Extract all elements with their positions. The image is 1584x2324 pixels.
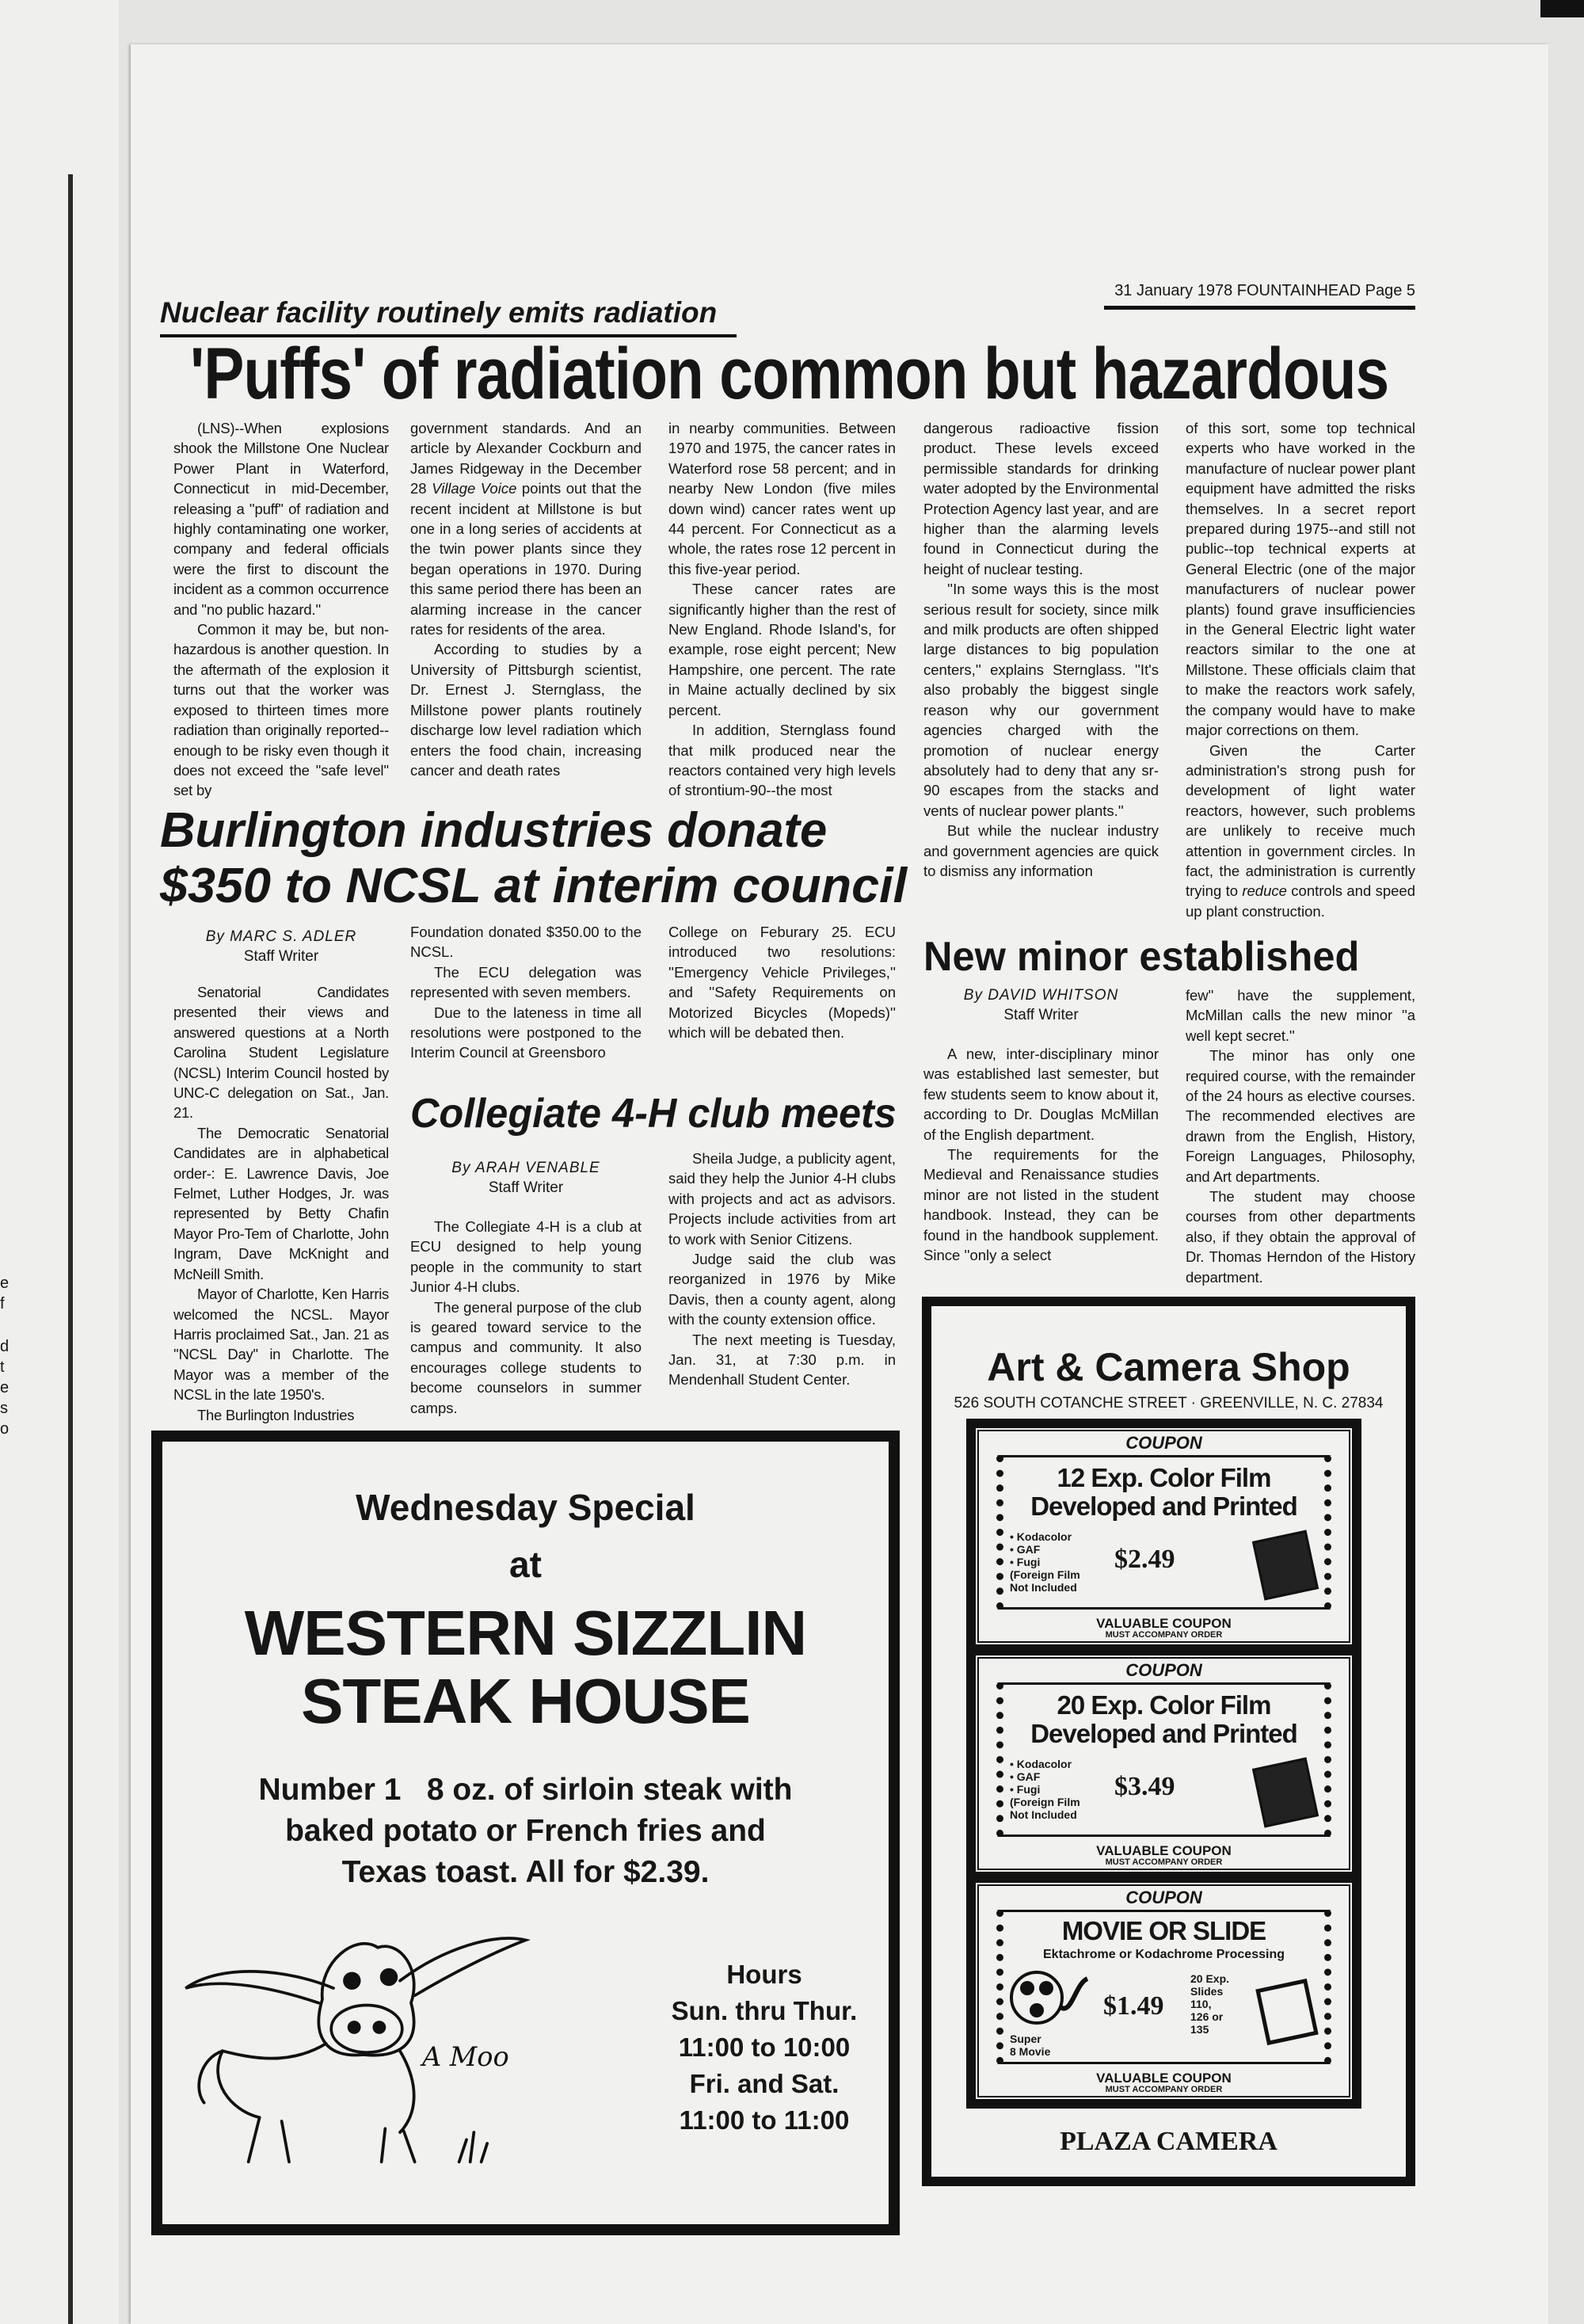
film-reel-icon [1008, 1968, 1095, 2031]
film-item: • Fugi [1010, 1783, 1041, 1796]
coupon-footer [979, 1617, 1349, 1641]
label-line: 8 Movie [1010, 2045, 1051, 2058]
byline-author: By ARAH VENABLE [451, 1160, 600, 1176]
text: Given the Carter administration's strong push for development of light water reactors, however, such problems are unlikely to receive much attention in government circles. In fact, the administration is currently trying to [1186, 741, 1415, 900]
paragraph: Judge said the club was reorganized in 1976 by Mike Davis, then a county agent, along with the county extension office. [668, 1251, 896, 1328]
film-item: • GAF [1010, 1543, 1041, 1556]
paragraph: in nearby communities. Between 1970 and 1975, the cancer rates in Waterford rose 58 percent; and in nearby New London (five miles down wind) cancer rates went up 44 percent. For Connecticut as a whole, the rates rose 12 percent in this five-year period. [668, 420, 896, 577]
coupon-movie-slide[interactable] [974, 1881, 1354, 2101]
article-column [410, 922, 642, 1085]
coupon-20-exp[interactable] [974, 1654, 1354, 1873]
paragraph: The requirements for the Medieval and Renaissance studies minor are not listed in the student handbook. Instead, they can be found in the handbook supplement. Since ''only a select [923, 1146, 1159, 1264]
headline-text: Collegiate 4-H club meets [410, 1091, 897, 1137]
coupon-footer [979, 2072, 1349, 2096]
cow-horn-right [400, 1938, 526, 1995]
cow-illustration [178, 1909, 622, 2178]
footer-line: VALUABLE COUPON [1096, 1843, 1232, 1858]
movie-label [1010, 2033, 1050, 2058]
byline-role: Staff Writer [1003, 1007, 1079, 1023]
coupon-title: MOVIE OR SLIDE [1061, 1916, 1266, 1945]
article-column [923, 418, 1159, 930]
store-name: PLAZA CAMERA [1060, 2127, 1277, 2156]
byline [173, 927, 389, 966]
coupon-subtitle: Ektachrome or Kodachrome Processing [1043, 1948, 1285, 1961]
previous-page-fragment [0, 0, 119, 2324]
hours-block [638, 1956, 891, 2139]
paragraph: The Democratic Senatorial Candidates are in alphabetical order-: E. Lawrence Davis, Joe Felmet, Luther Hodges, Jr. was represented by Betty Chafin Mayor Pro-Tem of Charlotte, John Ingram, Dave McKnight and McNeill Smith. [173, 1124, 389, 1282]
label-line: 110, [1190, 1998, 1212, 2010]
paragraph: The general purpose of the club is geared toward service to the campus and community. It also encourages college students to become counselors in summer camps. [410, 1298, 642, 1416]
article-column [1186, 985, 1415, 1291]
byline-author: By MARC S. ADLER [205, 928, 357, 945]
byline-role: Staff Writer [488, 1179, 564, 1196]
offer-line: Texas toast. All for $2.39. [341, 1855, 710, 1889]
restaurant-name: STEAK HOUSE [301, 1666, 750, 1736]
fragment-letter: t [0, 1358, 5, 1376]
paragraph: Common it may be, but non-hazardous is another question. In the aftermath of the explosion it turns out that the worker was exposed to thirteen times more radiation than originally reported--enough to be risky even though it does not exceed the ''safe level'' set by [173, 621, 389, 799]
article-column [410, 1217, 642, 1426]
hours-days: Fri. and Sat. [689, 2069, 840, 2098]
paragraph: The minor has only one required course, with the remainder of the 24 hours as elective courses. The recommended electives are drawn from the English, History, Foreign Languages, Philosophy, and Art departments. [1186, 1047, 1415, 1185]
byline-author: By DAVID WHITSON [963, 987, 1119, 1004]
paragraph: ''In some ways this is the most serious result for society, since milk and milk products are often shipped large distances to big population centers,'' explains Sternglass. ''It's also probably the biggest single reason why our government agencies charged with the promotion of nuclear energy absolutely had to deny that any sr-90 escapes from the stacks and vents of nuclear power plants.'' [923, 581, 1159, 819]
byline [923, 985, 1159, 1025]
cow-nostril [374, 2022, 384, 2033]
paragraph: A new, inter-disciplinary minor was established last semester, but few students seem to know about it, according to Dr. Douglas McMillan of the English department. [923, 1046, 1159, 1143]
paragraph: Senatorial Candidates presented their views and answered questions at a North Carolina Student Legislature (NCSL) Interim Council hosted by UNC-C delegation on Sat., Jan. 21. [173, 984, 389, 1122]
coupon-title: 12 Exp. Color Film [1057, 1463, 1271, 1492]
coupon-price: $3.49 [1114, 1772, 1175, 1801]
photo-print-icon [1252, 1758, 1319, 1828]
paragraph: The ECU delegation was represented with seven members. [410, 963, 642, 1001]
paragraph: Sheila Judge, a publicity agent, said they help the Junior 4-H clubs with projects and act as advisors. Projects include activities from art to work with Senior Citizens. [668, 1150, 896, 1248]
western-sizzlin-ad [151, 1431, 900, 2235]
article-column [668, 418, 896, 802]
cow-legs [249, 2117, 415, 2162]
publication-title: Village Voice [432, 480, 517, 497]
coupon-price: $1.49 [1103, 1991, 1164, 2021]
film-item: • GAF [1010, 1770, 1041, 1783]
shop-address: 526 SOUTH COTANCHE STREET · GREENVILLE, N. C. 27834 [954, 1395, 1384, 1412]
coupon-body [996, 1455, 1331, 1610]
paragraph: of this sort, some top technical experts who have worked in the manufacture of nuclear power plant equipment have admitted the risks themselves. In a secret report prepared during 1975--and still not public--top technical experts at General Electric (one of the major manufacturers of nuclear power plants) found grave insufficiencies in the General Electric light water reactors similar to the one at Millstone. These officials claim that to make the reactors work safely, the company would have to make major corrections on them. [1186, 420, 1416, 739]
slide-formats [1190, 1972, 1229, 2036]
text: government standards. And an article by Alexander Cockburn and James Ridgeway in the December 28 [410, 420, 642, 497]
paragraph: College on Feburary 25. ECU introduced two resolutions: ''Emergency Vehicle Privileges,'' and ''Safety Requirements on Motorized Bicycles (Mopeds)'' which will be debated then. [668, 924, 896, 1042]
art-camera-shop-ad [922, 1297, 1415, 2186]
slide-icon [1255, 1979, 1319, 2045]
fragment-letter: f [0, 1295, 5, 1312]
cow-horn-left [185, 1972, 333, 2003]
film-item: Not Included [1010, 1808, 1077, 1821]
coupon-footer [979, 1845, 1349, 1869]
minor-headline [923, 934, 1360, 980]
film-item: (Foreign Film [1010, 1568, 1080, 1581]
scan-edge [1540, 0, 1584, 17]
film-list [1010, 1758, 1080, 1821]
footer-line: VALUABLE COUPON [1096, 1616, 1232, 1631]
paragraph: few'' have the supplement, McMillan calls the new minor ''a well kept secret.'' [1186, 987, 1415, 1044]
cow-snout [331, 2005, 402, 2052]
ad-line: Wednesday Special [356, 1487, 695, 1528]
headline-text: $350 to NCSL at interim council [160, 859, 908, 913]
cow-nostril [349, 2022, 360, 2033]
film-item: (Foreign Film [1010, 1796, 1080, 1808]
label-line: Super [1010, 2033, 1041, 2045]
kicker-headline [160, 296, 737, 337]
paragraph: According to studies by a University of Pittsburgh scientist, Dr. Ernest J. Sternglass, the Millstone power plants routinely discharge low level radiation which enters the food chain, increasing cancer and death rates [410, 641, 642, 779]
paragraph [1186, 741, 1415, 922]
paragraph: These cancer rates are significantly higher than the rest of New England. Rhode Island's, for example, rose eight percent; New Hampshire, one percent. The rate in Maine actually declined by six percent. [668, 581, 896, 718]
dateline-text: 31 January 1978 FOUNTAINHEAD Page 5 [1114, 282, 1415, 299]
film-item: • Fugi [1010, 1556, 1041, 1568]
cow-eye [345, 1973, 360, 1988]
kicker-text: Nuclear facility routinely emits radiation [160, 296, 718, 329]
headline-text: Burlington industries donate [160, 803, 828, 858]
offer-line: Number 1 8 oz. of sirloin steak with [258, 1773, 793, 1807]
byline-role: Staff Writer [243, 948, 319, 965]
coupon-label: COUPON [1125, 1660, 1202, 1680]
coupon-body [996, 1910, 1331, 2064]
paragraph [410, 418, 642, 639]
shop-name: Art & Camera Shop [987, 1345, 1350, 1389]
main-headline-text: 'Puffs' of radiation common but hazardous [190, 333, 1389, 414]
article-column [173, 418, 389, 802]
paragraph: In addition, Sternglass found that milk produced near the reactors contained very high levels of strontium-90--the most [668, 722, 896, 799]
article-column [1186, 418, 1415, 930]
cow-speech: A Moo [422, 2041, 509, 2072]
restaurant-name: WESTERN SIZZLIN [244, 1598, 807, 1668]
grass [459, 2132, 487, 2162]
coupon-label: COUPON [1125, 1433, 1202, 1453]
film-item: • Kodacolor [1010, 1530, 1072, 1543]
paragraph: dangerous radioactive fission product. These levels exceed permissible standards for drinking water adopted by the Environmental Protection Agency last year, and are higher than the alarming levels found in Connecticut during the height of nuclear testing. [923, 420, 1159, 577]
fragment-letter: s [0, 1400, 8, 1417]
dateline [1104, 282, 1415, 310]
hours-time: 11:00 to 10:00 [678, 2033, 851, 2062]
paragraph: The next meeting is Tuesday, Jan. 31, at 7:30 p.m. in Mendenhall Student Center. [668, 1331, 896, 1389]
offer-line: baked potato or French fries and [285, 1814, 766, 1848]
main-headline [190, 333, 1389, 414]
cow-eye [382, 1970, 397, 1985]
label-line: 135 [1190, 2023, 1209, 2036]
byline [410, 1158, 642, 1198]
text: controls and speed up plant construction. [1186, 882, 1416, 920]
fragment-letter: o [0, 1420, 10, 1438]
footer-line: MUST ACCOMPANY ORDER [1105, 2085, 1223, 2094]
paragraph: The Burlington Industries [197, 1406, 355, 1423]
paragraph: Mayor of Charlotte, Ken Harris welcomed the NCSL. Mayor Harris proclaimed Sat., Jan. 21 as ''NCSL Day'' in Charlotte. The Mayor was a member of the NCSL in the late 1950's. [173, 1286, 389, 1404]
headline-text: New minor established [923, 934, 1360, 980]
fragment-letter: e [0, 1274, 10, 1292]
text: points out that the recent incident at Millstone is but one in a long series of accidents at the twin power plants since they began operations in 1970. During this same period there has been an alarming increase in the cancer rates for residents of the area. [410, 480, 642, 638]
film-item: • Kodacolor [1010, 1758, 1072, 1770]
fragment-letter: e [0, 1379, 10, 1396]
paragraph: (LNS)--When explosions shook the Millstone One Nuclear Power Plant in Waterford, Connecticut in mid-December, releasing a ''puff'' of radiation and highly contaminating one worker, company and federal officials were the first to discount the incident as a common occurrence and ''no public hazard.'' [173, 420, 389, 618]
footer-line: MUST ACCOMPANY ORDER [1105, 1857, 1223, 1867]
coupon-stack [966, 1419, 1361, 2109]
paragraph: Foundation donated $350.00 to the NCSL. [410, 924, 642, 961]
coupon-price: $2.49 [1114, 1545, 1175, 1574]
hours-title: Hours [726, 1960, 802, 1989]
ad-line: at [509, 1544, 542, 1585]
photo-print-icon [1252, 1530, 1319, 1601]
cow-body [218, 2044, 414, 2132]
coupon-title: 20 Exp. Color Film [1057, 1690, 1271, 1720]
burlington-headline-line2 [160, 859, 908, 913]
article-column [923, 1044, 1159, 1291]
film-list [1010, 1530, 1080, 1594]
fourh-headline [410, 1091, 897, 1137]
label-line: 126 or [1190, 2010, 1224, 2023]
label-line: 20 Exp. [1190, 1972, 1230, 1985]
film-item: Not Included [1010, 1581, 1077, 1594]
label-line: Slides [1190, 1985, 1224, 1998]
paragraph: Due to the lateness in time all resolutions were postponed to the Interim Council at Greensboro [410, 1004, 642, 1061]
article-column [173, 982, 389, 1424]
column-rule [68, 174, 73, 2324]
article-column [410, 418, 642, 802]
coupon-title: Developed and Printed [1030, 1719, 1297, 1748]
paragraph: The student may choose courses from other departments also, if they obtain the approval of Dr. Thomas Herndon of the History department. [1186, 1188, 1415, 1286]
footer-line: MUST ACCOMPANY ORDER [1105, 1630, 1223, 1640]
paragraph: The Collegiate 4-H is a club at ECU designed to help young people in the community to start Junior 4-H clubs. [410, 1218, 642, 1296]
coupon-12-exp[interactable] [974, 1427, 1354, 1646]
emphasis: reduce [1242, 882, 1287, 900]
hours-time: 11:00 to 11:00 [679, 2105, 850, 2135]
coupon-title: Developed and Printed [1030, 1492, 1297, 1521]
article-column [668, 1149, 896, 1426]
paragraph: But while the nuclear industry and government agencies are quick to dismiss any information [923, 822, 1159, 879]
coupon-label: COUPON [1125, 1888, 1202, 1907]
burlington-headline-line1 [160, 803, 828, 858]
fragment-letter: d [0, 1338, 10, 1355]
footer-line: VALUABLE COUPON [1096, 2071, 1232, 2086]
hours-days: Sun. thru Thur. [671, 1996, 858, 2025]
article-column [668, 922, 896, 1085]
coupon-body [996, 1682, 1331, 1837]
